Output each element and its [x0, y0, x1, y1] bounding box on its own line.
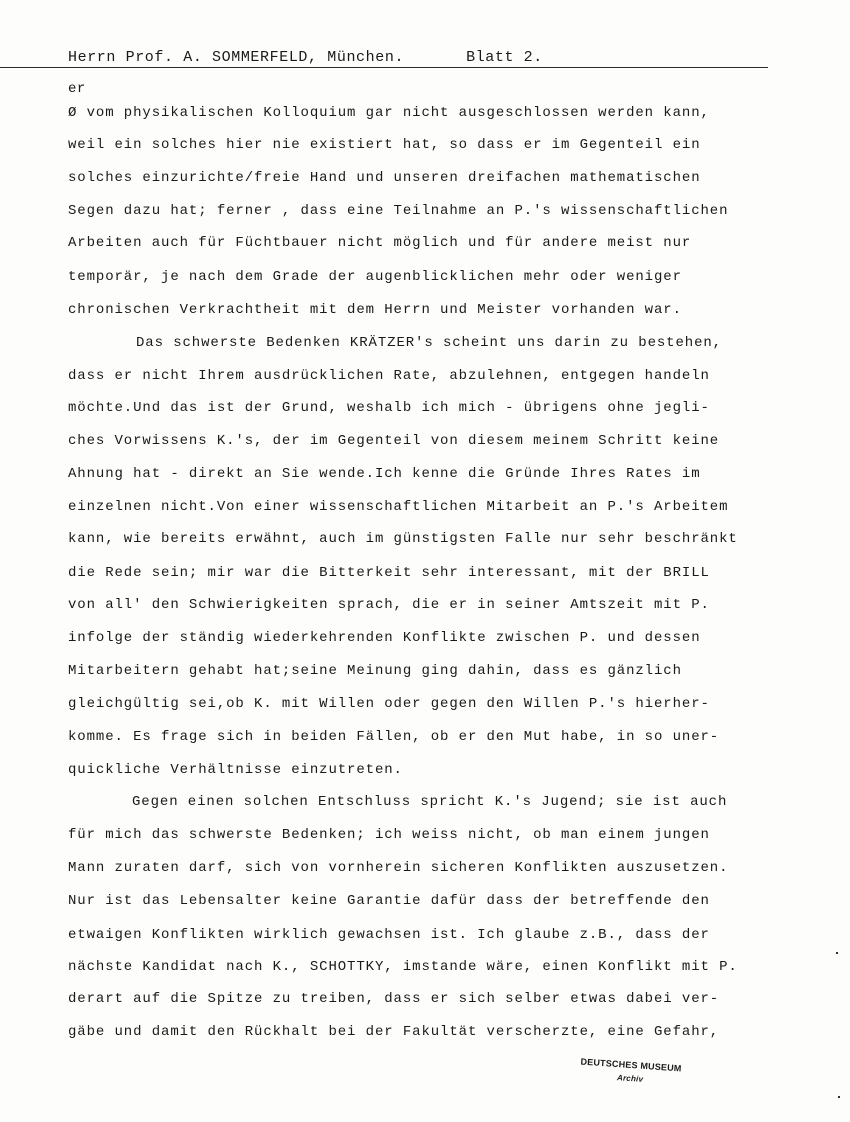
text-line-27: nächste Kandidat nach K., SCHOTTKY, imstande wäre, einen Konflikt mit P.	[68, 959, 738, 975]
text-line-15: die Rede sein; mir war die Bitterkeit sehr interessant, mit der BRILL	[68, 565, 710, 581]
text-line-6: temporär, je nach dem Grade der augenblicklichen mehr oder weniger	[68, 269, 682, 285]
handwritten-insertion: er	[68, 81, 86, 97]
text-line-25: Nur ist das Lebensalter keine Garantie dafür dass der betreffende den	[68, 893, 710, 909]
stamp-museum-name: DEUTSCHES MUSEUM	[580, 1056, 682, 1074]
text-line-7: chronischen Verkrachtheit mit dem Herrn und Meister vorhanden war.	[68, 302, 682, 318]
text-line-1: Ø vom physikalischen Kolloquium gar nicht ausgeschlossen werden kann,	[68, 105, 710, 121]
stamp-archive-label: Archiv	[616, 1073, 644, 1084]
header-addressee: Herrn Prof. A. SOMMERFELD, München.	[68, 49, 405, 66]
text-line-21: quickliche Verhältnisse einzutreten.	[68, 762, 403, 778]
text-line-9: dass er nicht Ihrem ausdrücklichen Rate, abzulehnen, entgegen handeln	[68, 368, 710, 384]
text-line-17: infolge der ständig wiederkehrenden Konflikte zwischen P. und dessen	[68, 630, 701, 646]
text-line-11: ches Vorwissens K.'s, der im Gegenteil von diesem meinem Schritt keine	[68, 433, 720, 449]
text-line-2: weil ein solches hier nie existiert hat, so dass er im Gegenteil ein	[68, 137, 701, 153]
letter-header	[68, 49, 543, 66]
scan-speck	[838, 1096, 840, 1098]
text-line-14: kann, wie bereits erwähnt, auch im günstigsten Falle nur sehr beschränkt	[68, 531, 738, 547]
text-line-13: einzelnen nicht.Von einer wissenschaftlichen Mitarbeit an P.'s Arbeitem	[68, 499, 729, 515]
text-line-19: gleichgültig sei,ob K. mit Willen oder gegen den Willen P.'s hierher-	[68, 696, 710, 712]
text-line-12: Ahnung hat - direkt an Sie wende.Ich kenne die Gründe Ihres Rates im	[68, 466, 701, 482]
text-line-26: etwaigen Konflikten wirklich gewachsen ist. Ich glaube z.B., dass der	[68, 927, 710, 943]
text-line-29: gäbe und damit den Rückhalt bei der Fakultät verscherzte, eine Gefahr,	[68, 1024, 720, 1040]
archive-stamp	[579, 1056, 682, 1086]
text-line-20: komme. Es frage sich in beiden Fällen, ob er den Mut habe, in so uner-	[68, 729, 720, 745]
text-line-8: Das schwerste Bedenken KRÄTZER's scheint uns darin zu bestehen,	[136, 335, 722, 351]
text-line-23: für mich das schwerste Bedenken; ich weiss nicht, ob man einem jungen	[68, 827, 710, 843]
text-line-4: Segen dazu hat; ferner , dass eine Teilnahme an P.'s wissenschaftlichen	[68, 203, 729, 219]
text-line-28: derart auf die Spitze zu treiben, dass er sich selber etwas dabei ver-	[68, 991, 720, 1007]
text-line-3: solches einzurichte/freie Hand und unseren dreifachen mathematischen	[68, 170, 701, 186]
header-sheet-number: Blatt 2.	[466, 49, 543, 66]
text-line-5: Arbeiten auch für Füchtbauer nicht möglich und für andere meist nur	[68, 235, 692, 251]
text-line-10: möchte.Und das ist der Grund, weshalb ich mich - übrigens ohne jegli-	[68, 400, 710, 416]
text-line-16: von all' den Schwierigkeiten sprach, die er in seiner Amtszeit mit P.	[68, 597, 710, 613]
scan-speck	[836, 952, 838, 954]
text-line-24: Mann zuraten darf, sich von vornherein sicheren Konflikten auszusetzen.	[68, 860, 729, 876]
header-rule	[0, 67, 768, 68]
text-line-18: Mitarbeitern gehabt hat;seine Meinung ging dahin, dass es gänzlich	[68, 663, 682, 679]
text-line-22: Gegen einen solchen Entschluss spricht K.'s Jugend; sie ist auch	[132, 794, 728, 810]
